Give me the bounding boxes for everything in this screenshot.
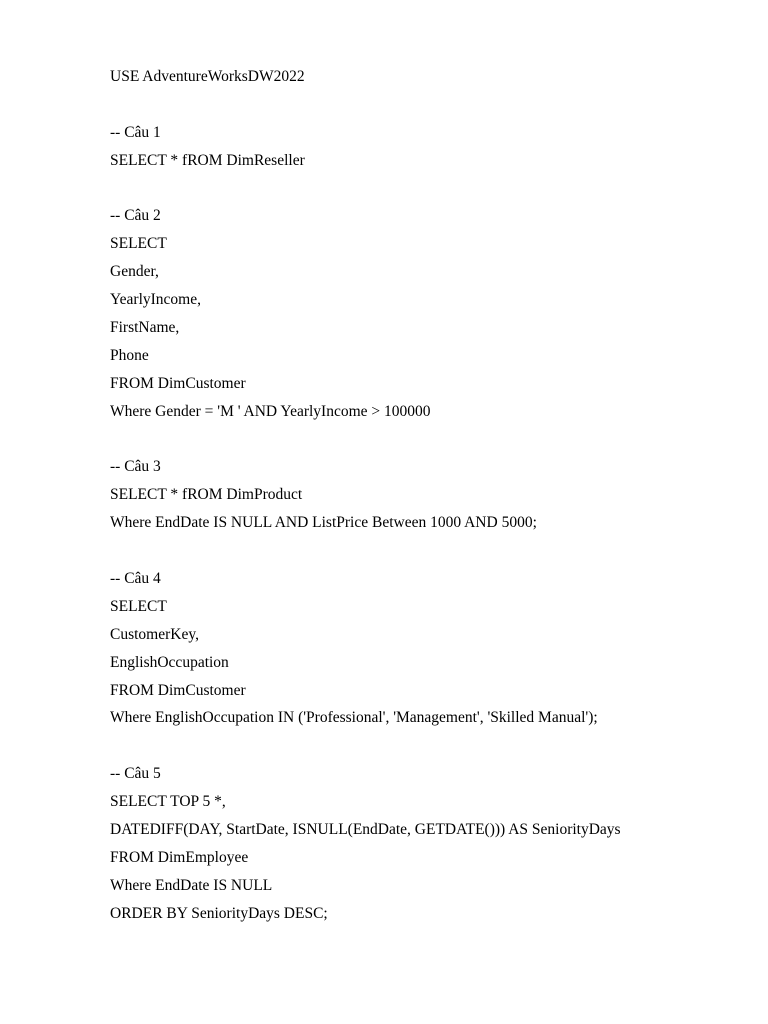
comment-cau-1: -- Câu 1 [110, 123, 161, 141]
code-line: FROM DimCustomer [110, 374, 246, 392]
code-line: Where EndDate IS NULL AND ListPrice Between 1000 AND 5000; [110, 514, 537, 532]
code-line: Where EndDate IS NULL [110, 876, 273, 894]
code-line: SELECT * fROM DimReseller [110, 151, 305, 169]
code-line: ORDER BY SeniorityDays DESC; [110, 904, 328, 922]
blank-line [110, 539, 728, 567]
document-body [110, 65, 728, 930]
code-line: EnglishOccupation [110, 653, 229, 671]
blank-line [110, 734, 728, 762]
comment-cau-4: -- Câu 4 [110, 570, 161, 588]
blank-line [110, 177, 728, 205]
code-line: YearlyIncome, [110, 291, 201, 309]
comment-cau-2: -- Câu 2 [110, 207, 161, 225]
code-line: SELECT * fROM DimProduct [110, 486, 303, 504]
code-line: SELECT [110, 235, 167, 253]
code-line: SELECT TOP 5 *, [110, 793, 226, 811]
comment-cau-3: -- Câu 3 [110, 458, 161, 476]
comment-cau-5: -- Câu 5 [110, 765, 161, 783]
code-line: FROM DimCustomer [110, 681, 246, 699]
code-line: SELECT [110, 597, 167, 615]
code-line: Gender, [110, 263, 159, 281]
code-line: FROM DimEmployee [110, 848, 249, 866]
code-line: Phone [110, 346, 149, 364]
code-line: FirstName, [110, 319, 180, 337]
code-line-use-db: USE AdventureWorksDW2022 [110, 68, 305, 85]
code-line: Where EnglishOccupation IN ('Professional', 'Management', 'Skilled Manual'); [110, 709, 598, 727]
code-line: Where Gender = 'M ' AND YearlyIncome > 100000 [110, 402, 431, 420]
blank-line [110, 93, 728, 121]
code-line: DATEDIFF(DAY, StartDate, ISNULL(EndDate, GETDATE())) AS SeniorityDays [110, 821, 621, 839]
blank-line [110, 428, 728, 456]
code-line: CustomerKey, [110, 625, 199, 643]
